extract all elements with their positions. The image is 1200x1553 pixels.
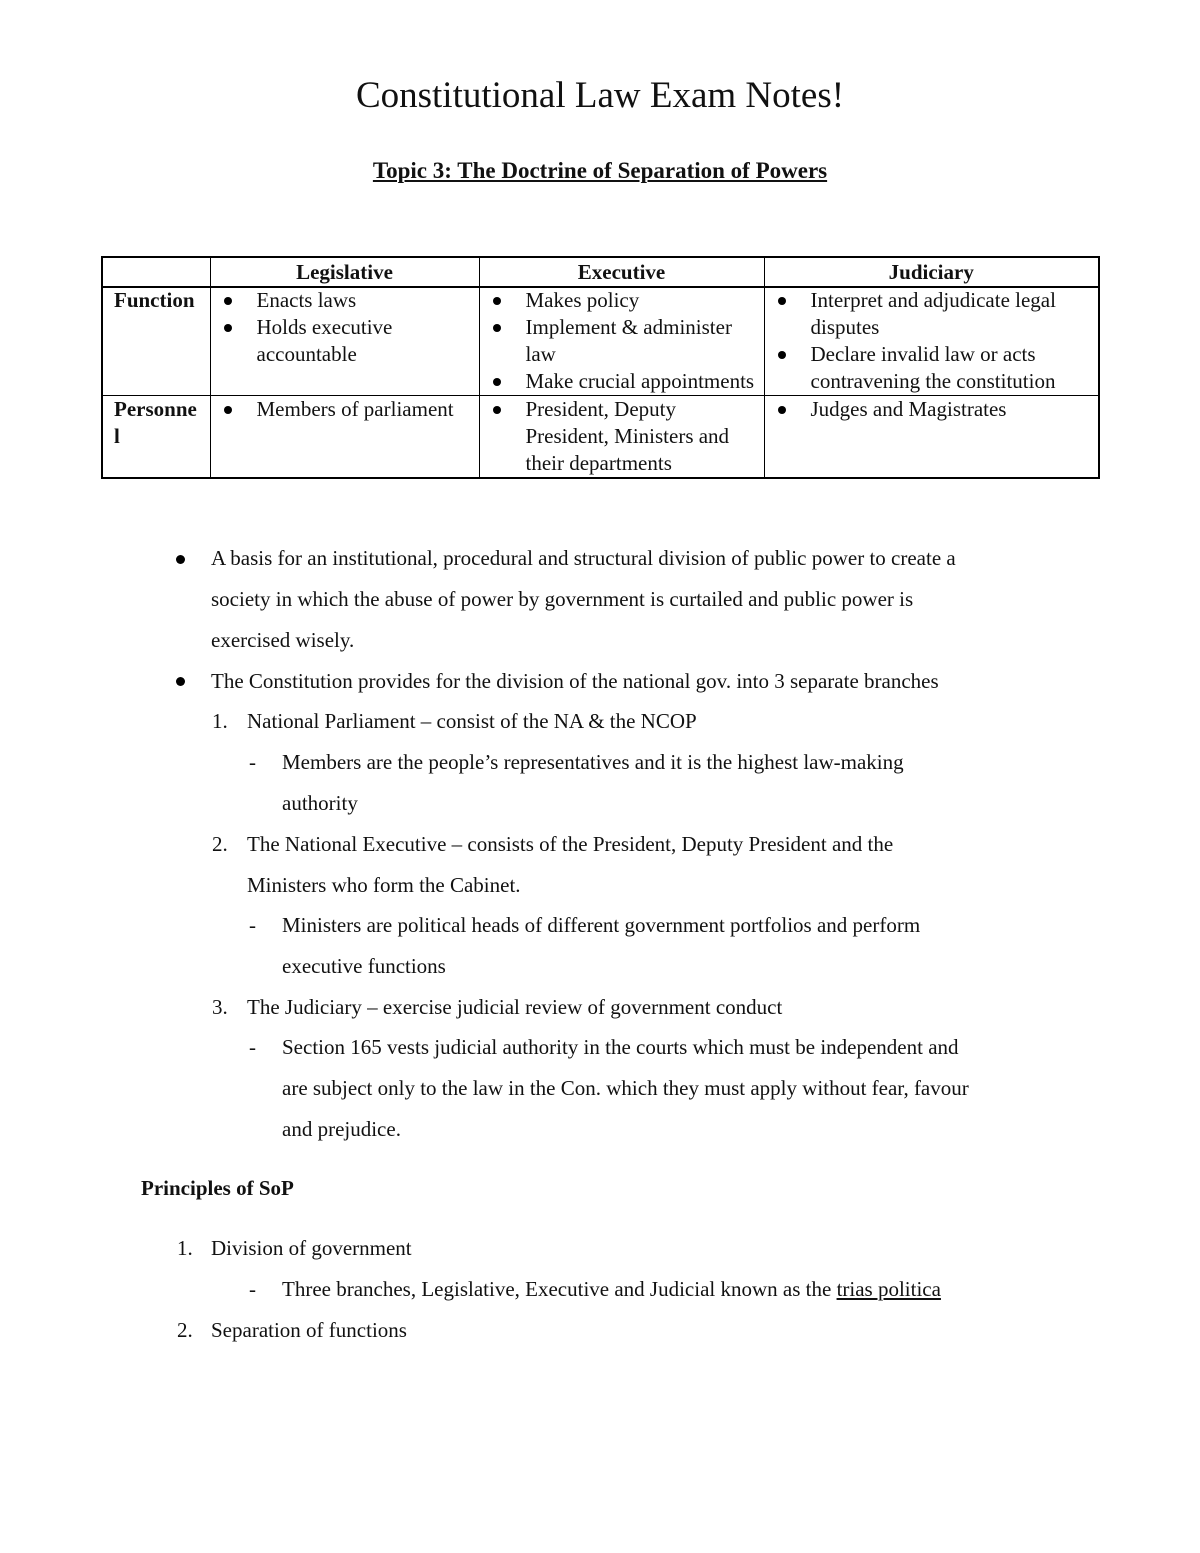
- cell-function-executive: [479, 287, 764, 396]
- topic-heading: Topic 3: The Doctrine of Separation of Powers: [372, 158, 828, 183]
- branch-sub-line: Members are the people’s representatives and it is the highest law-making: [282, 750, 904, 774]
- cell-personnel-judiciary: [764, 396, 1099, 479]
- principles-heading: Principles of SoP: [141, 1176, 294, 1200]
- dash-icon: -: [249, 750, 256, 774]
- cell-function-legislative: [210, 287, 479, 396]
- principle-item: Division of government: [211, 1236, 412, 1260]
- dash-icon: -: [249, 1035, 256, 1059]
- bullet-line: A basis for an institutional, procedural and structural division of public power to create a: [211, 546, 956, 570]
- branch-line: The Judiciary – exercise judicial review of government conduct: [247, 995, 783, 1019]
- principle-sub-text: Three branches, Legislative, Executive and Judicial known as the: [282, 1277, 837, 1301]
- list-item: Declare invalid law or acts contravening the constitution: [775, 341, 1095, 395]
- list-item: Makes policy: [490, 287, 760, 314]
- branch-line: National Parliament – consist of the NA & the NCOP: [247, 709, 697, 733]
- list-item: Interpret and adjudicate legal disputes: [775, 287, 1095, 341]
- table-row-personnel: [102, 396, 1099, 479]
- list-number: 2.: [177, 1318, 193, 1342]
- cell-function-judiciary: [764, 287, 1099, 396]
- table-row-function: [102, 287, 1099, 396]
- branch-sub-line: are subject only to the law in the Con. which they must apply without fear, favour: [282, 1076, 969, 1100]
- row-label-function: Function: [102, 287, 210, 396]
- page-title: Constitutional Law Exam Notes!: [355, 75, 845, 116]
- list-item: Members of parliament: [221, 396, 475, 423]
- list-item: President, Deputy President, Ministers and their departments: [490, 396, 760, 477]
- table-header-corner: [102, 257, 210, 287]
- cell-personnel-legislative: [210, 396, 479, 479]
- list-item: Holds executive accountable: [221, 314, 475, 368]
- list-number: 1.: [212, 709, 228, 733]
- separation-of-powers-table: [101, 256, 1100, 479]
- table-header-legislative: Legislative: [210, 257, 479, 287]
- bullet-icon: [176, 677, 185, 686]
- list-number: 3.: [212, 995, 228, 1019]
- branch-sub-line: and prejudice.: [282, 1117, 401, 1141]
- list-number: 1.: [177, 1236, 193, 1260]
- list-item: Judges and Magistrates: [775, 396, 1095, 423]
- principle-item: Separation of functions: [211, 1318, 407, 1342]
- list-item: Implement & administer law: [490, 314, 760, 368]
- bullet-icon: [176, 555, 185, 564]
- bullet-line: society in which the abuse of power by government is curtailed and public power is: [211, 587, 914, 611]
- dash-icon: -: [249, 913, 256, 937]
- cell-personnel-executive: [479, 396, 764, 479]
- table-header-row: [102, 257, 1099, 287]
- branch-sub-line: Section 165 vests judicial authority in the courts which must be independent and: [282, 1035, 959, 1059]
- list-item: Enacts laws: [221, 287, 475, 314]
- table-header-judiciary: Judiciary: [764, 257, 1099, 287]
- trias-politica-term: trias politica: [836, 1277, 941, 1301]
- dash-icon: -: [249, 1277, 256, 1301]
- branch-sub-line: authority: [282, 791, 358, 815]
- row-label-personnel: Personne l: [102, 396, 210, 479]
- principle-sub-line: [282, 1269, 941, 1310]
- branch-line: The National Executive – consists of the President, Deputy President and the: [247, 832, 894, 856]
- list-item: Make crucial appointments: [490, 368, 760, 395]
- branch-line: Ministers who form the Cabinet.: [247, 873, 521, 897]
- branch-sub-line: executive functions: [282, 954, 446, 978]
- list-number: 2.: [212, 832, 228, 856]
- bullet-line: exercised wisely.: [211, 628, 355, 652]
- branch-sub-line: Ministers are political heads of different government portfolios and perform: [282, 913, 921, 937]
- table-header-executive: Executive: [479, 257, 764, 287]
- bullet-line: The Constitution provides for the division of the national gov. into 3 separate branches: [211, 669, 939, 693]
